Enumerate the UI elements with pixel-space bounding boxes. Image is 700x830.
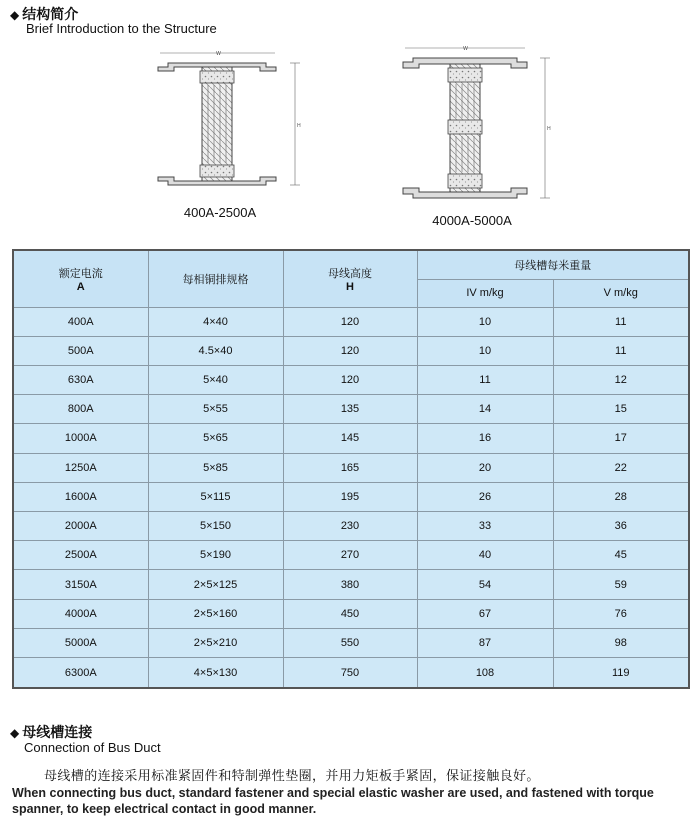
- table-row: [13, 336, 689, 365]
- table-row: [13, 570, 689, 599]
- table-cell-w5: 28: [553, 482, 689, 511]
- table-cell-spec: 4.5×40: [148, 336, 283, 365]
- table-cell-current: 1000A: [13, 424, 148, 453]
- cross-section-diagram-large: [395, 40, 560, 205]
- table-cell-spec: 5×55: [148, 395, 283, 424]
- connection-text-cn: 母线槽的连接采用标准紧固件和特制弹性垫圈，并用力矩板手紧固，保证接触良好。: [44, 768, 540, 783]
- table-cell-w4: 33: [417, 512, 553, 541]
- diamond-bullet-icon: ◆: [10, 726, 20, 740]
- cross-section-diagram-small: [150, 45, 310, 195]
- table-cell-current: 400A: [13, 307, 148, 336]
- table-row: [13, 307, 689, 336]
- svg-text:H: H: [547, 126, 551, 132]
- section-subtitle-structure: Brief Introduction to the Structure: [26, 21, 217, 36]
- figure-label-small: 400A-2500A: [183, 205, 257, 220]
- table-cell-height: 380: [283, 570, 417, 599]
- table-row: [13, 512, 689, 541]
- table-cell-w4: 14: [417, 395, 553, 424]
- table-cell-w5: 59: [553, 570, 689, 599]
- table-cell-w4: 87: [417, 628, 553, 657]
- svg-text:W: W: [216, 51, 221, 57]
- figure-label-large: 4000A-5000A: [432, 213, 512, 228]
- table-row: [13, 541, 689, 570]
- table-row: [13, 365, 689, 394]
- table-cell-current: 1250A: [13, 453, 148, 482]
- diamond-bullet-icon: ◆: [10, 8, 20, 22]
- table-cell-spec: 2×5×125: [148, 570, 283, 599]
- table-cell-current: 6300A: [13, 658, 148, 688]
- table-cell-spec: 5×115: [148, 482, 283, 511]
- table-cell-height: 270: [283, 541, 417, 570]
- table-cell-spec: 5×190: [148, 541, 283, 570]
- table-row: [13, 628, 689, 657]
- table-row: [13, 599, 689, 628]
- table-cell-current: 2000A: [13, 512, 148, 541]
- spec-table: [12, 249, 690, 689]
- header-current: 额定电流 A: [13, 250, 148, 307]
- table-cell-w4: 10: [417, 336, 553, 365]
- table-row: [13, 424, 689, 453]
- section-subtitle-connection: Connection of Bus Duct: [24, 740, 161, 755]
- table-cell-spec: 2×5×160: [148, 599, 283, 628]
- section-title-structure: ◆ 结构简介: [10, 6, 79, 22]
- table-cell-w4: 16: [417, 424, 553, 453]
- table-cell-height: 550: [283, 628, 417, 657]
- connection-text-en: When connecting bus duct, standard fastener and special elastic washer are used, and fastened with torque spanner, to keep electrical contact in good manner.: [12, 786, 654, 816]
- table-cell-w5: 36: [553, 512, 689, 541]
- table-cell-current: 1600A: [13, 482, 148, 511]
- table-cell-spec: 2×5×210: [148, 628, 283, 657]
- table-cell-w5: 17: [553, 424, 689, 453]
- header-weight-group: 母线槽每米重量: [417, 250, 689, 279]
- table-cell-w5: 22: [553, 453, 689, 482]
- table-cell-current: 800A: [13, 395, 148, 424]
- table-cell-w4: 40: [417, 541, 553, 570]
- section-title-connection: ◆ 母线槽连接: [10, 724, 93, 740]
- table-cell-w5: 11: [553, 307, 689, 336]
- table-cell-current: 2500A: [13, 541, 148, 570]
- table-cell-height: 195: [283, 482, 417, 511]
- table-cell-w5: 76: [553, 599, 689, 628]
- table-cell-w4: 20: [417, 453, 553, 482]
- table-cell-height: 135: [283, 395, 417, 424]
- table-cell-height: 230: [283, 512, 417, 541]
- table-cell-current: 500A: [13, 336, 148, 365]
- table-cell-w4: 108: [417, 658, 553, 688]
- table-cell-height: 165: [283, 453, 417, 482]
- table-cell-current: 4000A: [13, 599, 148, 628]
- table-row: [13, 658, 689, 688]
- table-cell-spec: 4×5×130: [148, 658, 283, 688]
- table-cell-height: 120: [283, 307, 417, 336]
- table-cell-current: 5000A: [13, 628, 148, 657]
- table-row: [13, 395, 689, 424]
- table-cell-w5: 45: [553, 541, 689, 570]
- header-height: 母线高度 H: [283, 250, 417, 307]
- table-cell-w5: 98: [553, 628, 689, 657]
- table-cell-spec: 5×150: [148, 512, 283, 541]
- table-cell-w5: 11: [553, 336, 689, 365]
- table-row: [13, 482, 689, 511]
- table-cell-w4: 11: [417, 365, 553, 394]
- table-cell-spec: 5×85: [148, 453, 283, 482]
- table-cell-height: 750: [283, 658, 417, 688]
- header-copper-spec: 每相铜排规格: [148, 250, 283, 307]
- table-row: [13, 453, 689, 482]
- table-cell-w4: 26: [417, 482, 553, 511]
- table-cell-height: 120: [283, 336, 417, 365]
- table-cell-w4: 54: [417, 570, 553, 599]
- svg-text:W: W: [463, 46, 468, 52]
- table-cell-w5: 119: [553, 658, 689, 688]
- table-cell-spec: 5×40: [148, 365, 283, 394]
- table-cell-height: 120: [283, 365, 417, 394]
- table-cell-w5: 15: [553, 395, 689, 424]
- table-cell-w4: 10: [417, 307, 553, 336]
- table-cell-spec: 4×40: [148, 307, 283, 336]
- header-weight-v: V m/kg: [553, 279, 689, 307]
- svg-text:H: H: [297, 123, 301, 129]
- table-cell-spec: 5×65: [148, 424, 283, 453]
- table-cell-height: 145: [283, 424, 417, 453]
- header-weight-iv: IV m/kg: [417, 279, 553, 307]
- table-cell-w4: 67: [417, 599, 553, 628]
- table-cell-w5: 12: [553, 365, 689, 394]
- table-cell-height: 450: [283, 599, 417, 628]
- table-cell-current: 630A: [13, 365, 148, 394]
- table-cell-current: 3150A: [13, 570, 148, 599]
